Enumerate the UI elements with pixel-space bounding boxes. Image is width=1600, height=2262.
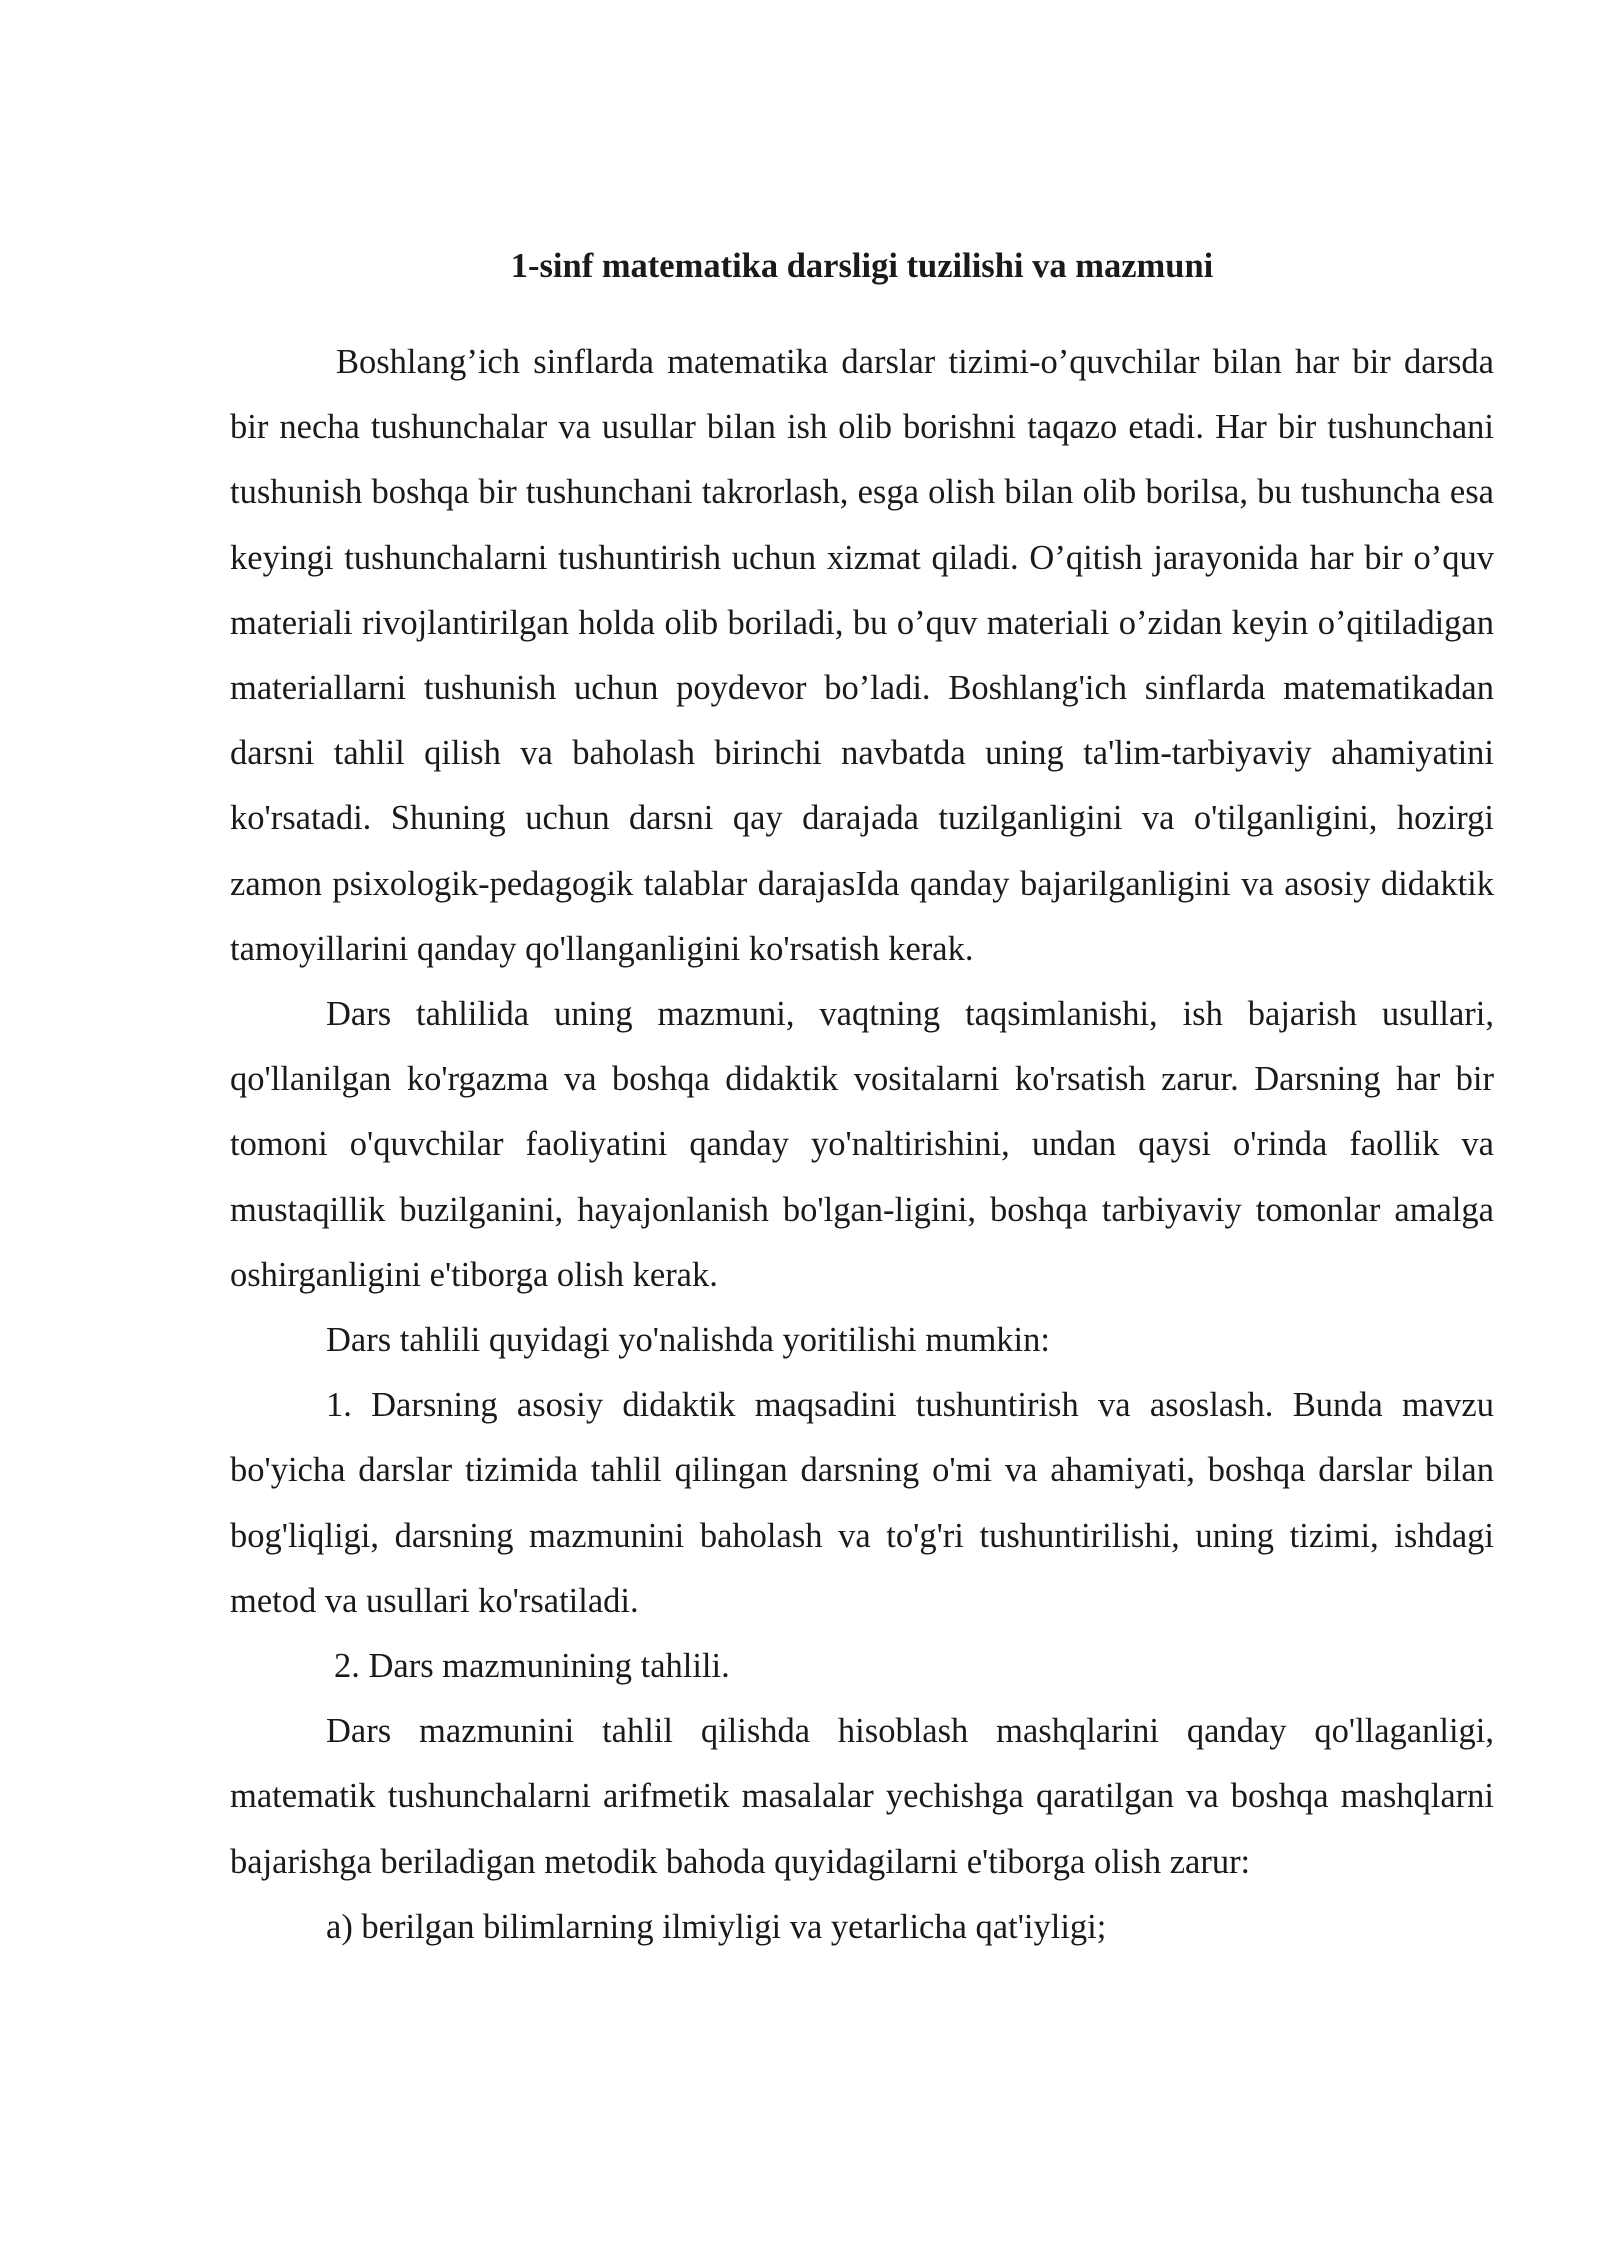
document-body bbox=[230, 236, 1494, 1960]
list-item-2: 2. Dars mazmunining tahlili. bbox=[334, 1647, 730, 1686]
paragraph-lesson-analysis: Dars tahlilida uning mazmuni, vaqtning taqsimlanishi, ish bajarish usullari, qo'llanilgan ko'rgazma va boshqa didaktik vositalarni ko'rsatish zarur. Darsning har bir tomoni o'quvchilar faoliyatini qanday yo'naltirishini, undan qaysi o'rinda faollik va mustaqillik buzilganini, hayajonlanish bo'lgan-ligini, boshqa tarbiyaviy tomonlar amalga oshirganligini e'tiborga olish kerak. bbox=[230, 995, 1494, 1294]
paragraph-content-analysis: Dars mazmunini tahlil qilishda hisoblash mashqlarini qanday qo'llaganligi, matematik tushunchalarni arifmetik masalalar yechishga qaratilgan va boshqa mashqlarni bajarishga beriladigan metodik bahoda quyidagilarni e'tiborga olish zarur: bbox=[230, 1712, 1494, 1881]
list-item-1: 1. Darsning asosiy didaktik maqsadini tushuntirish va asoslash. Bunda mavzu bo'yicha darslar tizimida tahlil qilingan darsning o'mi va ahamiyati, boshqa darslar bilan bog'liqligi, darsning mazmunini baholash va to'g'ri tushuntirilishi, uning tizimi, ishdagi metod va usullari ko'rsatiladi. bbox=[230, 1386, 1494, 1620]
paragraph-intro: Boshlang’ich sinflarda matematika darslar tizimi-o’quvchilar bilan har bir darsda bir necha tushunchalar va usullar bilan ish olib borishni taqazo etadi. Har bir tushunchani tushunish boshqa bir tushunchani takrorlash, esga olish bilan olib borilsa, bu tushuncha esa keyingi tushunchalarni tushuntirish uchun xizmat qiladi. O’qitish jarayonida har bir o’quv materiali rivojlantirilgan holda olib boriladi, bu o’quv materiali o’zidan keyin o’qitiladigan materiallarni tushunish uchun poydevor bo’ladi. Boshlang'ich sinflarda matematikadan darsni tahlil qilish va baholash birinchi navbatda uning ta'lim-tarbiyaviy ahamiyatini ko'rsatadi. Shuning uchun darsni qay darajada tuzilganligini va o'tilganligini, hozirgi zamon psixologik-pedagogik talablar darajasIda qanday bajarilganligini va asosiy didaktik tamoyillarini qanday qo'llanganligini ko'rsatish kerak. bbox=[230, 343, 1494, 968]
document-title: 1-sinf matematika darsligi tuzilishi va mazmuni bbox=[510, 247, 1214, 285]
paragraph-analysis-directions: Dars tahlili quyidagi yo'nalishda yoritilishi mumkin: bbox=[326, 1321, 1050, 1360]
list-item-a: a) berilgan bilimlarning ilmiyligi va yetarlicha qat'iyligi; bbox=[326, 1907, 1107, 1946]
